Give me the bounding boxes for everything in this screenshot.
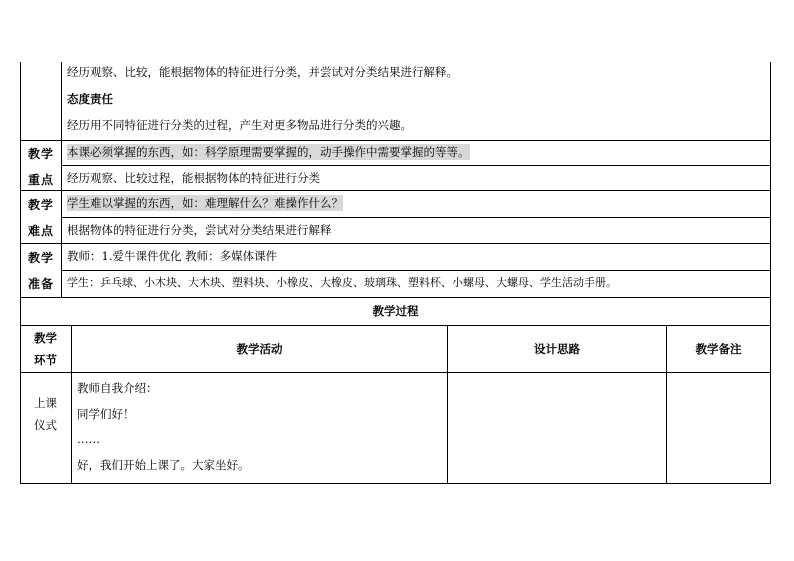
process-title: 教学过程 [372,304,419,318]
difficulties-label-top: 教学 [27,198,54,212]
row-line-3 [20,190,771,191]
preparation-teacher: 教师：1.爱牛课件优化 教师：多媒体课件 [67,249,278,263]
row-line-8 [20,325,771,326]
stage-header-bottom: 环节 [34,353,57,367]
goal-text-1: 经历观察、比较，能根据物体的特征进行分类，并尝试对分类结果进行解释。 [67,65,458,79]
goal-text-2: 经历用不同特征进行分类的过程，产生对更多物品进行分类的兴趣。 [67,118,412,132]
attitude-heading: 态度责任 [67,92,113,106]
key-points-label-top: 教学 [27,147,54,161]
row-line-6 [61,270,771,271]
table-border-bottom [20,483,771,484]
activity-line-1: 教师自我介绍： [77,381,158,395]
difficulties-content: 根据物体的特征进行分类，尝试对分类结果进行解释 [67,223,332,237]
stage-header-top: 教学 [34,331,57,345]
row-line-9 [20,372,771,373]
preparation-label-bottom: 准备 [27,277,54,291]
notes-header: 教学备注 [695,342,742,356]
difficulties-hint: 学生难以掌握的东西，如：难理解什么？难操作什么？ [67,196,343,210]
table-border-right [770,62,771,483]
activity-line-4: 好，我们开始上课了。大家坐好。 [77,458,250,472]
row-line-2 [61,165,771,166]
row-line-1 [20,140,771,141]
preparation-label-top: 教学 [27,251,54,265]
preparation-student: 学生：乒乓球、小木块、大木块、塑料块、小橡皮、大橡皮、玻璃珠、塑料杯、小螺母、大螺母、学生活动手册。 [67,276,617,289]
key-points-content: 经历观察、比较过程，能根据物体的特征进行分类 [67,171,320,185]
design-header: 设计思路 [534,342,580,356]
row-line-5 [20,243,771,244]
activity-header: 教学活动 [236,342,283,356]
row-line-4 [61,217,771,218]
stage-ceremony-top: 上课 [34,396,57,410]
stage-ceremony-bottom: 仪式 [34,418,57,432]
difficulties-label-bottom: 难点 [27,224,54,238]
key-points-hint: 本课必须掌握的东西，如：科学原理需要掌握的，动手操作中需要掌握的等等。 [67,145,470,159]
key-points-label-bottom: 重点 [27,173,54,187]
activity-line-3: …… [77,432,100,446]
row-line-7 [20,297,771,298]
activity-line-2: 同学们好！ [77,407,135,421]
